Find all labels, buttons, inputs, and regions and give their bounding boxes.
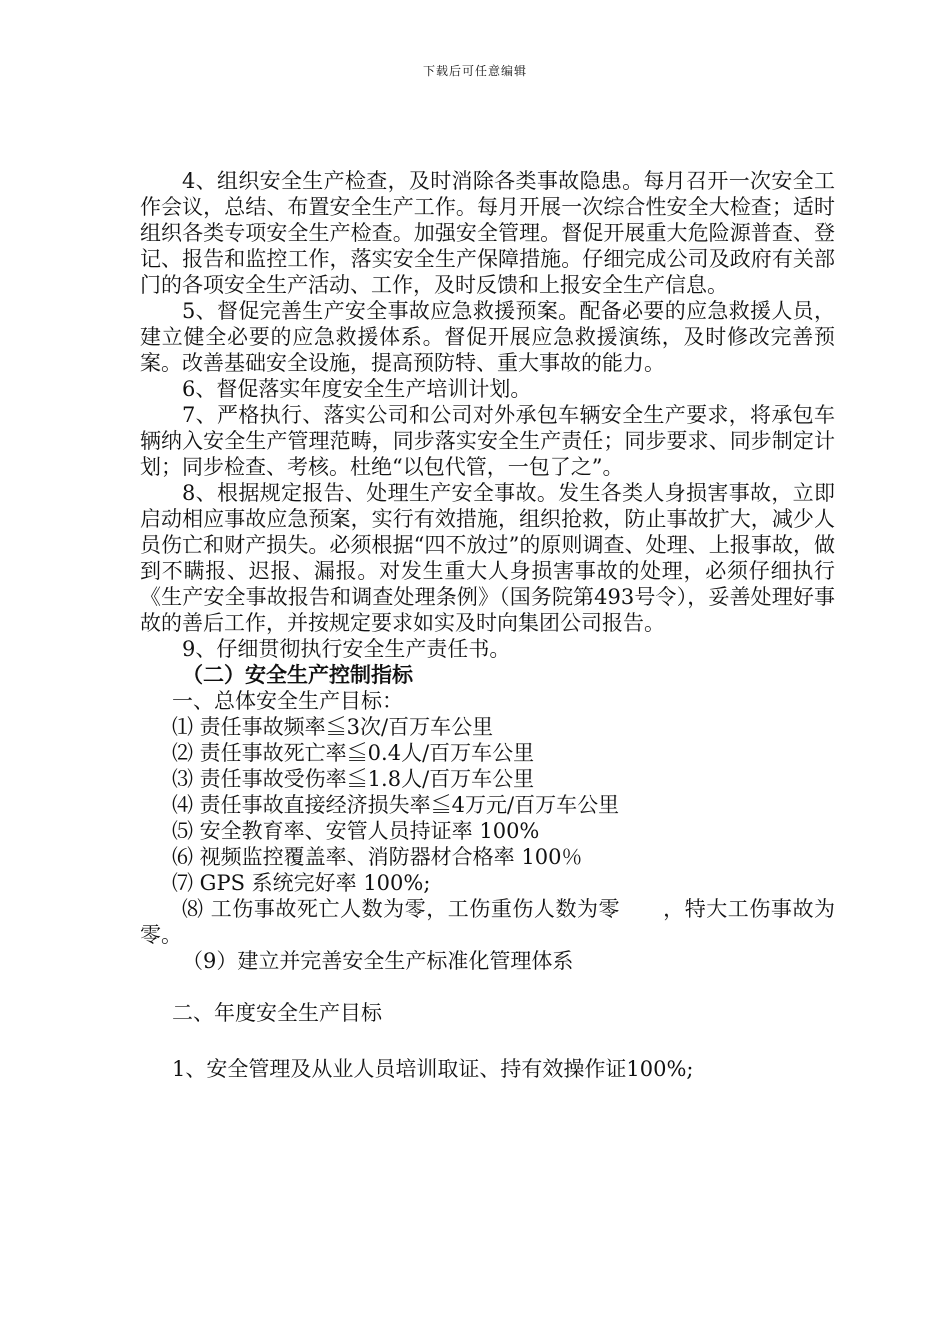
section-title: （二）安全生产控制指标 [182, 662, 413, 687]
paragraph-5: 5、督促完善生产安全事故应急救援预案。配备必要的应急救援人员，建立健全必要的应急救援体系。督促开展应急救援演练，及时修改完善预案。改善基础安全设施，提高预防特、重大事故的能力。 [140, 299, 835, 375]
page-header: 下载后可任意编辑 [422, 64, 527, 78]
target-item-2: ⑵ 责任事故死亡率≦0.4人/百万车公里 [172, 741, 535, 765]
document-body [140, 168, 835, 1082]
paragraph-9: 9、仔细贯彻执行安全生产责任书。 [182, 637, 511, 661]
target-item-4: ⑷ 责任事故直接经济损失率≦4万元/百万车公里 [172, 793, 620, 817]
paragraph-7: 7、严格执行、落实公司和公司对外承包车辆安全生产要求，将承包车辆纳入安全生产管理范畴，同步落实安全生产责任；同步要求、同步制定计划；同步检查、考核。杜绝“以包代管，一包了之”。 [140, 403, 835, 479]
subsection-annual-targets: 二、年度安全生产目标 [172, 1001, 382, 1025]
target-item-6: ⑹ 视频监控覆盖率、消防器材合格率 100％ [172, 845, 583, 869]
paragraph-4: 4、组织安全生产检查，及时消除各类事故隐患。每月召开一次安全工作会议，总结、布置安全生产工作。每月开展一次综合性安全大检查；适时组织各类专项安全生产检查。加强安全管理。督促开展重大危险源普查、登记、报告和监控工作，落实安全生产保障措施。仔细完成公司及政府有关部门的各项安全生产活动、工作，及时反馈和上报安全生产信息。 [140, 169, 835, 297]
subsection-overall-targets: 一、总体安全生产目标： [172, 689, 403, 713]
target-item-8: ⑻ 工伤事故死亡人数为零，工伤重伤人数为零 ，特大工伤事故为零。 [140, 897, 835, 947]
target-item-1: ⑴ 责任事故频率≦3次/百万车公里 [172, 715, 494, 739]
paragraph-8: 8、根据规定报告、处理生产安全事故。发生各类人身损害事故，立即启动相应事故应急预案，实行有效措施，组织抢救，防止事故扩大，减少人员伤亡和财产损失。必须根据“四不放过”的原则调查、处理、上报事故，做到不瞒报、迟报、漏报。对发生重大人身损害事故的处理，必须仔细执行《生产安全事故报告和调查处理条例》（国务院第493号令），妥善处理好事故的善后工作，并按规定要求如实及时向集团公司报告。 [140, 481, 835, 635]
paragraph-6: 6、督促落实年度安全生产培训计划。 [182, 377, 532, 401]
target-item-3: ⑶ 责任事故受伤率≦1.8人/百万车公里 [172, 767, 535, 791]
annual-target-1: 1、安全管理及从业人员培训取证、持有效操作证100%; [172, 1057, 694, 1081]
target-item-5: ⑸ 安全教育率、安管人员持证率 100% [172, 819, 540, 843]
target-item-9: （9）建立并完善安全生产标准化管理体系 [182, 949, 574, 973]
target-item-7: ⑺ GPS 系统完好率 100%; [172, 871, 431, 895]
